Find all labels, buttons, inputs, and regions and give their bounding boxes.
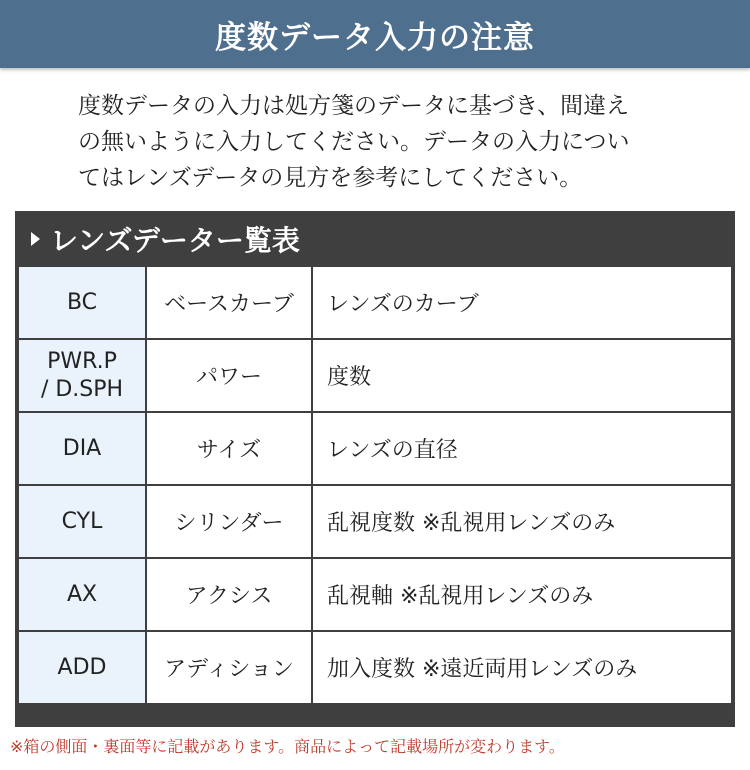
triangle-right-icon bbox=[31, 232, 40, 246]
description-cell: 加入度数 ※遠近両用レンズのみ bbox=[312, 631, 732, 704]
abbr-text: / D.SPH bbox=[40, 376, 124, 402]
abbr-cell bbox=[18, 266, 146, 339]
page-title: 度数データ入力の注意 bbox=[215, 19, 535, 56]
table-title: レンズデーター覧表 bbox=[50, 224, 300, 257]
table-row bbox=[18, 339, 732, 412]
header-banner bbox=[0, 0, 750, 68]
table-row bbox=[18, 558, 732, 631]
intro-text bbox=[78, 88, 698, 196]
name-cell: アディション bbox=[146, 631, 312, 704]
abbr-text: ADD bbox=[57, 654, 107, 680]
abbr-text: DIA bbox=[62, 435, 102, 461]
table-row bbox=[18, 412, 732, 485]
lens-data-table bbox=[15, 211, 735, 727]
description-cell: レンズのカーブ bbox=[312, 266, 732, 339]
description-cell: 乱視度数 ※乱視用レンズのみ bbox=[312, 485, 732, 558]
name-cell: サイズ bbox=[146, 412, 312, 485]
intro-line: 度数データの入力は処方箋のデータに基づき、間違え bbox=[78, 93, 630, 119]
abbr-cell bbox=[18, 631, 146, 704]
intro-line: の無いように入力してください。データの入力につい bbox=[78, 129, 630, 155]
abbr-cell bbox=[18, 558, 146, 631]
table-header bbox=[17, 213, 733, 265]
description-cell: 度数 bbox=[312, 339, 732, 412]
lens-table bbox=[17, 265, 733, 705]
description-cell: レンズの直径 bbox=[312, 412, 732, 485]
abbr-text: AX bbox=[66, 581, 98, 607]
footnote: ※箱の側面・裏面等に記載があります。商品によって記載場所が変わります。 bbox=[10, 737, 565, 756]
abbr-cell bbox=[18, 485, 146, 558]
table-row bbox=[18, 485, 732, 558]
table-row bbox=[18, 631, 732, 704]
abbr-text: PWR.P bbox=[47, 348, 117, 374]
name-cell: パワー bbox=[146, 339, 312, 412]
abbr-text: CYL bbox=[61, 508, 103, 534]
abbr-cell bbox=[18, 412, 146, 485]
name-cell: アクシス bbox=[146, 558, 312, 631]
name-cell: ベースカーブ bbox=[146, 266, 312, 339]
description-cell: 乱視軸 ※乱視用レンズのみ bbox=[312, 558, 732, 631]
abbr-text: BC bbox=[66, 289, 98, 315]
name-cell: シリンダー bbox=[146, 485, 312, 558]
abbr-cell bbox=[18, 339, 146, 412]
intro-line: てはレンズデータの見方を参考にしてください。 bbox=[78, 165, 583, 191]
table-row bbox=[18, 266, 732, 339]
